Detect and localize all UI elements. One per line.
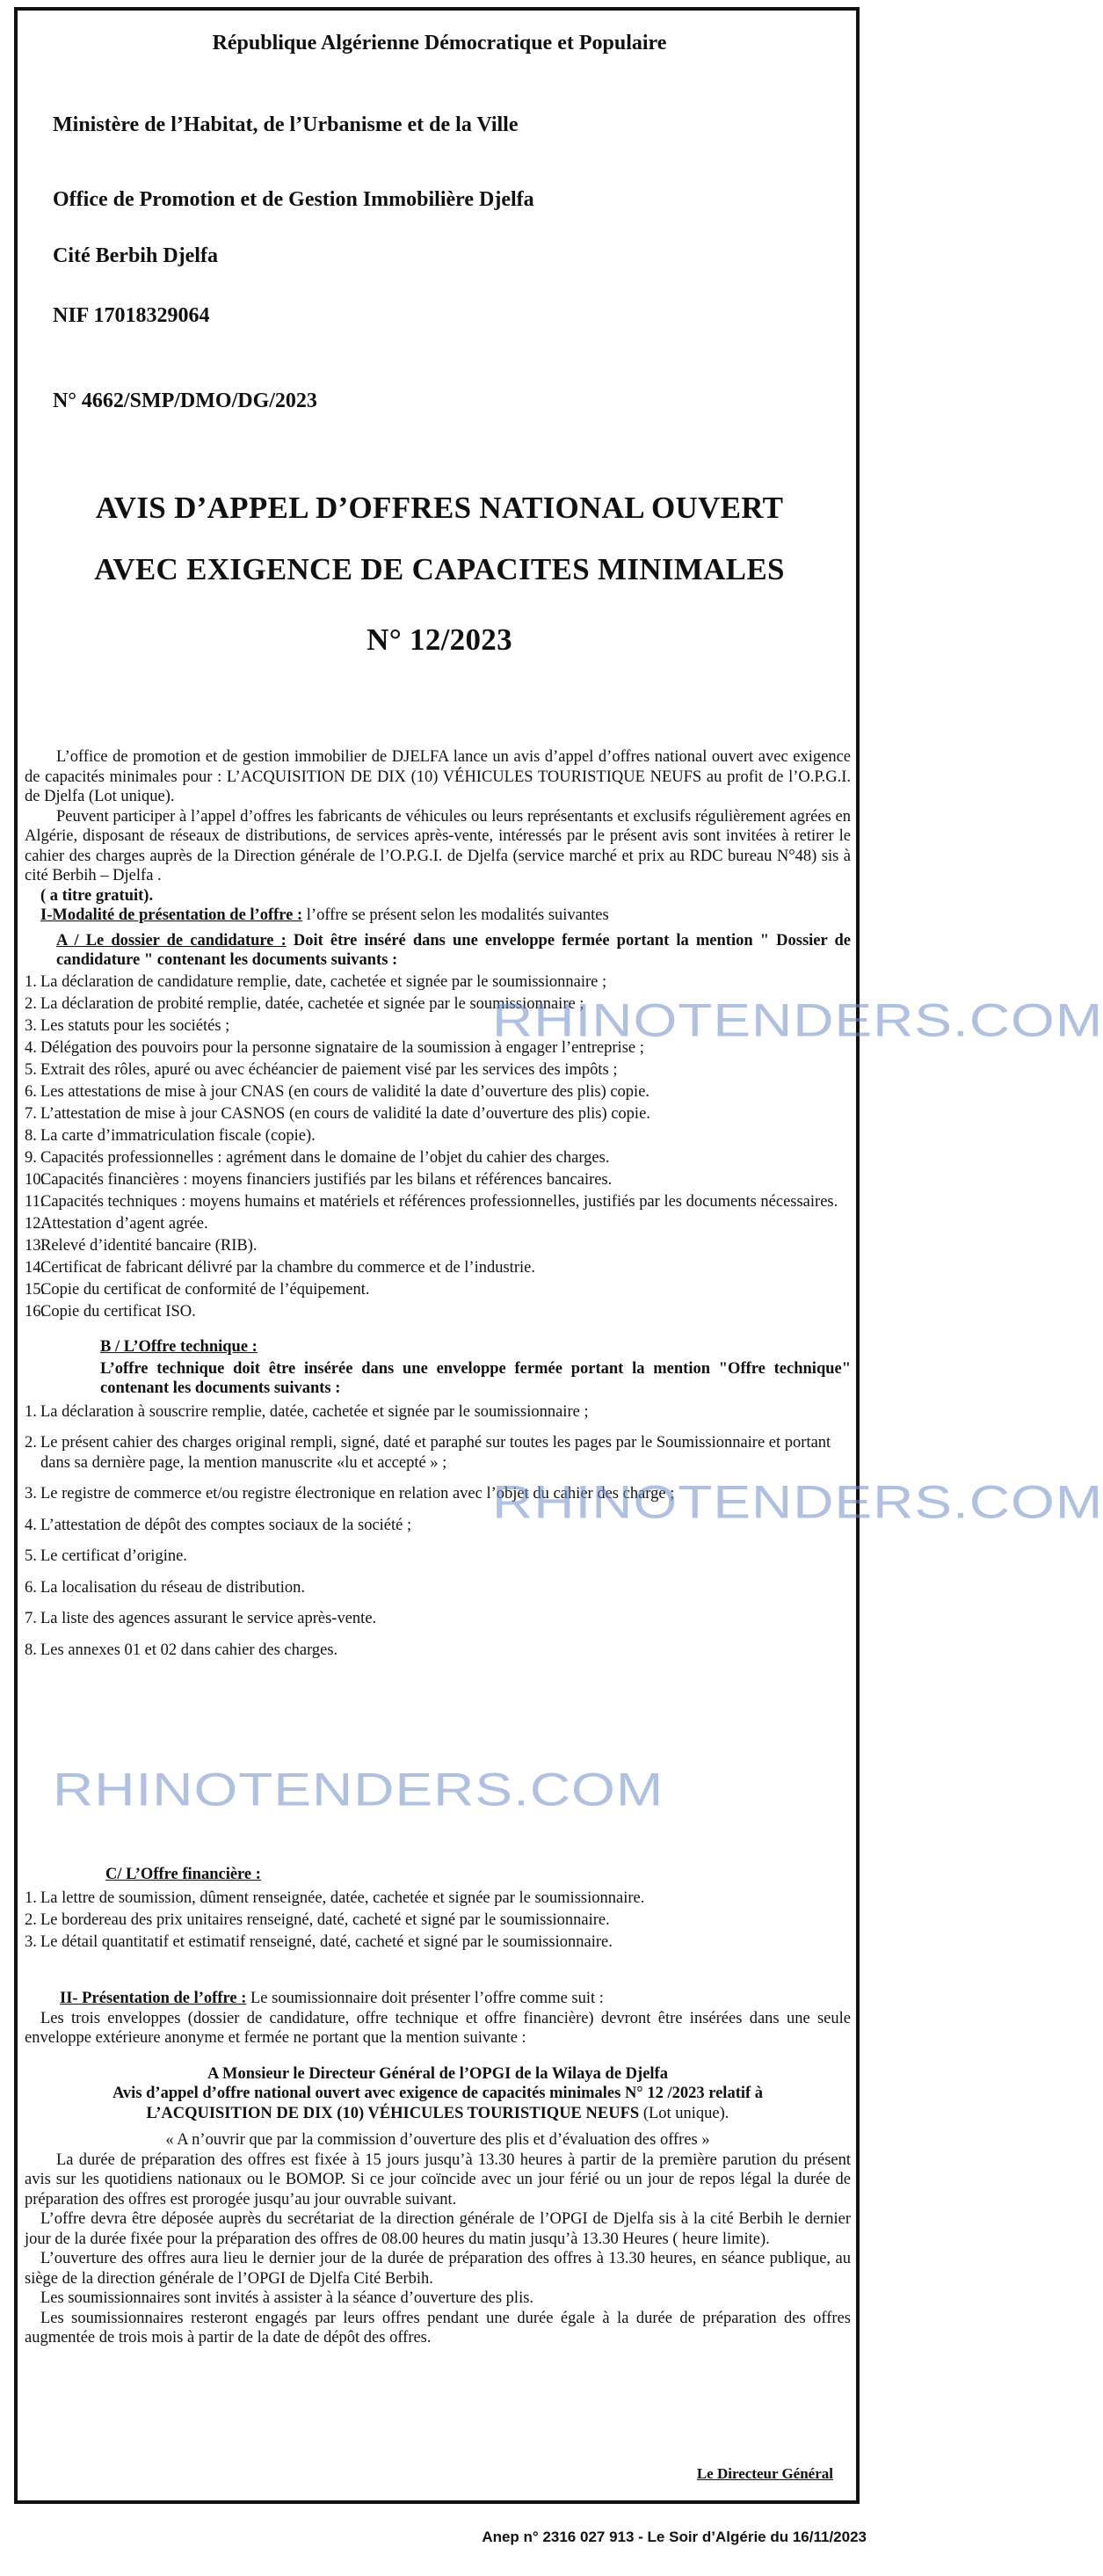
office-name: Office de Promotion et de Gestion Immobilière Djelfa: [53, 188, 534, 211]
section-2-paragraph-2: La durée de préparation des offres est fixée à 15 jours jusqu’à 13.30 heures à partir de la première parution du présent avis sur les quotidiens nationaux ou le BOMOP. Si ce jour coïncide avec un jour férié ou un jour de repos légal la durée de préparation des offres est prorogée jusqu’au jour ouvrable suivant.: [25, 2150, 851, 2209]
list-item-number: 5.: [25, 1547, 37, 1565]
list-item-number: 1.: [25, 972, 37, 991]
list-item-number: 1.: [25, 1402, 37, 1421]
list-item: [25, 1016, 851, 1037]
list-item: [25, 1888, 851, 1909]
list-item-number: 15.: [25, 1280, 46, 1299]
section-2-title: II- Présentation de l’offre :: [60, 1990, 247, 2007]
part-a-heading: A / Le dossier de candidature :: [56, 931, 287, 950]
list-item: [25, 1546, 851, 1567]
list-item-number: 3.: [25, 1016, 37, 1035]
list-item: [25, 1192, 851, 1212]
list-item: [25, 1280, 851, 1300]
envelope-object: L’ACQUISITION DE DIX (10) VÉHICULES TOURISTIQUE NEUFS: [146, 2104, 640, 2122]
list-item-number: 2.: [25, 1910, 37, 1929]
list-item-text: Capacités financières : moyens financiers justifiés par les bilans et références bancaires.: [40, 1170, 613, 1189]
list-item-text: Capacités professionnelles : agrément dans le domaine de l’objet du cahier des charges.: [40, 1148, 610, 1167]
list-item-text: La liste des agences assurant le service après-vente.: [40, 1610, 377, 1627]
part-a-intro: [25, 931, 851, 971]
list-item-text: Certificat de fabricant délivré par la chambre du commerce et de l’industrie.: [40, 1258, 535, 1277]
list-item: [25, 1578, 851, 1598]
ministry-name: Ministère de l’Habitat, de l’Urbanisme et de la Ville: [53, 113, 519, 136]
part-c-document-list: [25, 1888, 851, 1953]
list-item-text: La carte d’immatriculation fiscale (copie).: [40, 1126, 316, 1145]
list-item-number: 7.: [25, 1610, 37, 1627]
section-2-paragraph-4: L’ouverture des offres aura lieu le dernier jour de la durée de préparation des offres à 13.30 heures, en séance publique, au siège de la direction générale de l’OPGI de Djelfa Cité Berbih.: [25, 2250, 851, 2288]
section-2-paragraph-3: L’offre devra être déposée auprès du secrétariat de la direction générale de l’OPGI de Djelfa sis à la cité Berbih le dernier jour de la durée fixée pour la préparation des offres de 08.00 heures du matin jusqu’à 13.30 Heures ( heure limite).: [25, 2210, 851, 2248]
list-item: [25, 1236, 851, 1256]
list-item-number: 3.: [25, 1485, 37, 1503]
free-of-charge-note: ( a titre gratuit).: [40, 886, 154, 905]
list-item: [25, 1433, 851, 1473]
list-item: [25, 1214, 851, 1234]
list-item-number: 2.: [25, 994, 37, 1013]
list-item-text: Relevé d’identité bancaire (RIB).: [40, 1236, 258, 1255]
list-item-text: Extrait des rôles, apuré ou avec échéancier de paiement visé par les services des impôts ;: [40, 1060, 618, 1079]
list-item: [25, 1038, 851, 1059]
envelope-address-line-2: Avis d’appel d’offre national ouvert avec exigence de capacités minimales N° 12 /2023 relatif à: [112, 2085, 764, 2102]
notice-body-part-c: [25, 1865, 851, 1954]
list-item-number: 3.: [25, 1932, 37, 1951]
watermark-2: RHINOTENDERS.COM: [492, 1475, 1103, 1528]
section-2-line: [25, 1989, 851, 2009]
list-item-text: La lettre de soumission, dûment renseignée, datée, cachetée et signée par le soumissionnaire.: [40, 1888, 645, 1907]
list-item-text: Copie du certificat ISO.: [40, 1302, 196, 1321]
list-item-number: 16.: [25, 1302, 46, 1321]
list-item: [25, 1148, 851, 1168]
envelope-lot: (Lot unique).: [639, 2104, 729, 2122]
list-item-number: 4.: [25, 1516, 37, 1534]
list-item-text: Délégation des pouvoirs pour la personne signataire de la soumission à engager l’entreprise ;: [40, 1038, 644, 1057]
list-item-text: Le certificat d’origine.: [40, 1547, 187, 1565]
list-item: [25, 1910, 851, 1931]
envelope-address-line-1: A Monsieur le Directeur Général de l’OPGI de la Wilaya de Djelfa: [207, 2064, 668, 2083]
list-item: [25, 1516, 851, 1536]
list-item-text: Attestation d’agent agrée.: [40, 1214, 208, 1233]
title-line-1: AVIS D’APPEL D’OFFRES NATIONAL OUVERT: [95, 491, 784, 525]
list-item-number: 11.: [25, 1192, 45, 1211]
publication-footer: Anep n° 2316 027 913 - Le Soir d’Algérie du 16/11/2023: [482, 2529, 867, 2545]
list-item-text: Le présent cahier des charges original rempli, signé, daté et paraphé sur toutes les pages par le Soumissionnaire et portant dans sa dernière page, la mention manuscrite «lu et accepté » ;: [40, 1434, 831, 1472]
section-2-text: Le soumissionnaire doit présenter l’offre comme suit :: [246, 1990, 604, 2007]
part-b-document-list: [25, 1402, 851, 1661]
list-item: [25, 1126, 851, 1146]
list-item-number: 14.: [25, 1258, 46, 1277]
part-b-intro: L’offre technique doit être insérée dans une enveloppe fermée portant la mention "Offre technique" contenant les documents suivants :: [100, 1359, 851, 1397]
part-b-heading-line: [25, 1337, 851, 1357]
opening-quote: « A n’ouvrir que par la commission d’ouverture des plis et d’évaluation des offres »: [165, 2131, 710, 2149]
part-a-document-list: [25, 972, 851, 1322]
list-item-text: La déclaration à souscrire remplie, datée, cachetée et signée par le soumissionnaire ;: [40, 1402, 589, 1421]
list-item: [25, 1082, 851, 1102]
watermark-3: RHINOTENDERS.COM: [53, 1763, 664, 1816]
list-item: [25, 1258, 851, 1278]
list-item-text: Le registre de commerce et/ou registre électronique en relation avec l’objet du cahier des charge ;: [40, 1485, 675, 1503]
section-1-title: I-Modalité de présentation de l’offre :: [40, 906, 303, 924]
part-a-intro-text: Doit être inséré dans une enveloppe fermée portant la mention " Dossier de candidature " contenant les documents suivants :: [56, 931, 851, 969]
section-2-paragraph-6: Les soumissionnaires resteront engagés par leurs offres pendant une durée égale à la durée de préparation des offres augmentée de trois mois à partir de la date de dépôt des offres.: [25, 2309, 851, 2347]
list-item-number: 13.: [25, 1236, 46, 1255]
list-item-text: Capacités techniques : moyens humains et matériels et références professionnelles, justifiés par les documents nécessaires.: [40, 1192, 838, 1211]
list-item-text: L’attestation de mise à jour CASNOS (en cours de validité la date d’ouverture des plis) copie.: [40, 1104, 650, 1123]
signature-line: Le Directeur Général: [696, 2465, 833, 2482]
list-item-text: La déclaration de candidature remplie, date, cachetée et signée par le soumissionnaire ;: [40, 972, 607, 991]
reference-number: N° 4662/SMP/DMO/DG/2023: [53, 389, 317, 412]
list-item-number: 6.: [25, 1082, 37, 1101]
notice-body-upper: [25, 747, 851, 1671]
list-item-number: 10.: [25, 1170, 46, 1189]
participation-paragraph: Peuvent participer à l’appel d’offres les fabricants de véhicules ou leurs représentants et exclusifs régulièrement agrées en Algérie, disposant de réseaux de distributions, de services après-vente, intéressés par le présent avis sont invitées à retirer le cahier des charges auprès de la Direction générale de l’O.P.G.I. de Djelfa (service marché et prix au RDC bureau N°48) sis à cité Berbih – Djelfa .: [25, 807, 851, 884]
list-item: [25, 994, 851, 1015]
list-item-text: Le bordereau des prix unitaires renseigné, daté, cacheté et signé par le soumissionnaire.: [40, 1910, 610, 1929]
list-item-number: 6.: [25, 1578, 37, 1597]
list-item-text: L’attestation de dépôt des comptes sociaux de la société ;: [40, 1516, 412, 1534]
list-item-number: 2.: [25, 1434, 37, 1452]
list-item-text: Les attestations de mise à jour CNAS (en cours de validité la date d’ouverture des plis) copie.: [40, 1082, 650, 1101]
title-line-2: AVEC EXIGENCE DE CAPACITES MINIMALES: [94, 552, 785, 586]
list-item: [25, 1402, 851, 1423]
notice-body-section-2: [25, 1989, 851, 2348]
list-item-number: 7.: [25, 1104, 37, 1123]
section-2-paragraph-1: Les trois enveloppes (dossier de candidature, offre technique et offre financière) devront être insérées dans une seule enveloppe extérieure anonyme et fermée ne portant que la mention suivante :: [25, 2009, 851, 2047]
list-item: [25, 1060, 851, 1081]
part-b-heading: B / L’Offre technique :: [100, 1338, 258, 1356]
intro-paragraph: L’office de promotion et de gestion immobilier de DJELFA lance un avis d’appel d’offres national ouvert avec exigence de capacités minimales pour : L’ACQUISITION DE DIX (10) VÉHICULES TOURISTIQUE NEUFS au profit de l’O.P.G.I. de Djelfa (Lot unique).: [25, 748, 851, 805]
list-item-number: 4.: [25, 1038, 37, 1057]
list-item: [25, 1170, 851, 1190]
part-c-heading-line: [25, 1865, 851, 1885]
list-item: [25, 972, 851, 993]
list-item-text: La localisation du réseau de distribution.: [40, 1578, 306, 1597]
list-item: [25, 1609, 851, 1629]
nif-number: NIF 17018329064: [53, 304, 210, 327]
list-item-number: 1.: [25, 1888, 37, 1907]
envelope-address-line-3: [25, 2104, 851, 2124]
list-item: [25, 1484, 851, 1504]
office-address: Cité Berbih Djelfa: [53, 244, 218, 267]
section-2-paragraph-5: Les soumissionnaires sont invités à assister à la séance d’ouverture des plis.: [40, 2289, 534, 2307]
list-item-number: 8.: [25, 1126, 37, 1145]
list-item-number: 12.: [25, 1214, 46, 1233]
watermark-1: RHINOTENDERS.COM: [492, 993, 1103, 1046]
list-item: [25, 1641, 851, 1661]
list-item-text: La déclaration de probité remplie, datée, cachetée et signée par le soumissionnaire ;: [40, 994, 584, 1013]
list-item-text: Le détail quantitatif et estimatif renseigné, daté, cacheté et signé par le soumissionnaire.: [40, 1932, 613, 1951]
list-item-text: Les statuts pour les sociétés ;: [40, 1016, 230, 1035]
list-item: [25, 1932, 851, 1953]
list-item-number: 9.: [25, 1148, 37, 1167]
list-item-number: 8.: [25, 1641, 37, 1659]
notice-number: N° 12/2023: [366, 622, 512, 657]
list-item-text: Copie du certificat de conformité de l’équipement.: [40, 1280, 370, 1299]
part-c-heading: C/ L’Offre financière :: [105, 1866, 261, 1883]
list-item: [25, 1302, 851, 1322]
list-item-text: Les annexes 01 et 02 dans cahier des charges.: [40, 1641, 338, 1659]
list-item-number: 5.: [25, 1060, 37, 1079]
republic-heading: République Algérienne Démocratique et Populaire: [212, 32, 667, 55]
list-item: [25, 1104, 851, 1124]
section-1-text: l’offre se présent selon les modalités suivantes: [302, 906, 609, 924]
section-1-line: [25, 906, 851, 926]
